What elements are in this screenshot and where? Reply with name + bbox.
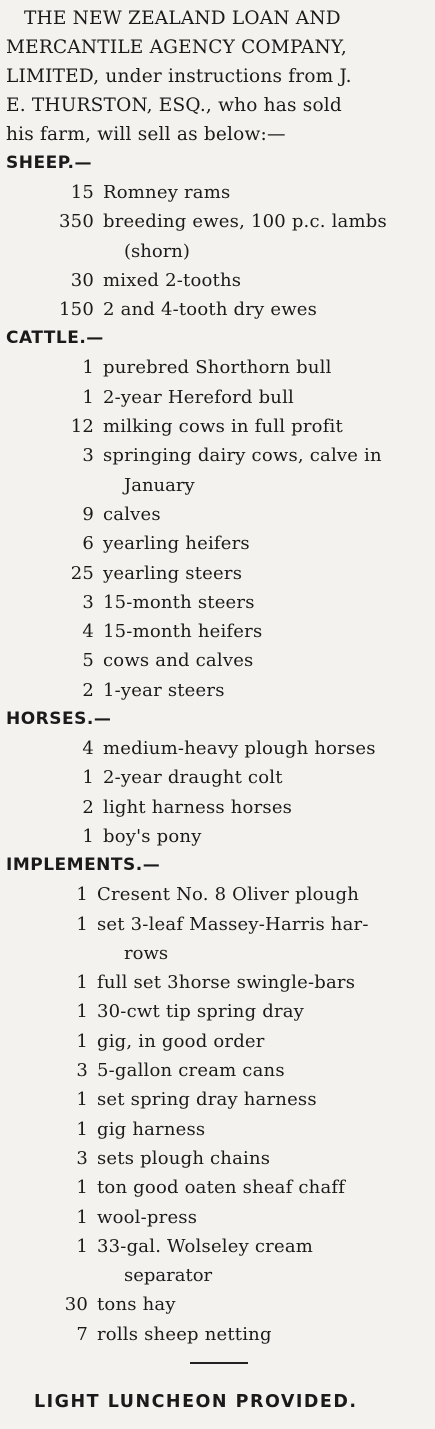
list-item bbox=[6, 1115, 429, 1144]
list-item bbox=[6, 763, 429, 792]
item-description: 33-gal. Wolseley cream bbox=[97, 1235, 314, 1257]
item-description: gig harness bbox=[97, 1118, 206, 1140]
item-continuation: rows bbox=[124, 942, 169, 964]
item-description: wool-press bbox=[97, 1206, 198, 1228]
list-item bbox=[6, 1085, 429, 1114]
item-description: yearling heifers bbox=[103, 533, 250, 555]
item-description: light harness horses bbox=[103, 796, 293, 818]
list-item bbox=[6, 968, 429, 997]
item-quantity: 1 bbox=[76, 1118, 88, 1140]
intro-line: LIMITED, under instructions from J. bbox=[6, 66, 352, 87]
item-quantity: 12 bbox=[70, 416, 94, 438]
item-quantity: 350 bbox=[59, 211, 94, 233]
item-description: ton good oaten sheaf chaff bbox=[97, 1177, 346, 1199]
item-quantity: 1 bbox=[82, 825, 94, 847]
item-continuation: (shorn) bbox=[124, 240, 190, 262]
list-item bbox=[6, 997, 429, 1026]
section-sheep bbox=[6, 149, 429, 324]
item-description: 2 and 4-tooth dry ewes bbox=[103, 299, 318, 321]
intro-paragraph bbox=[6, 4, 429, 149]
item-quantity: 1 bbox=[76, 913, 88, 935]
list-item bbox=[6, 441, 429, 470]
item-description: 2-year draught colt bbox=[103, 767, 283, 789]
list-item bbox=[6, 1232, 429, 1261]
list-item bbox=[6, 412, 429, 441]
section-cattle bbox=[6, 324, 429, 705]
item-description: milking cows in full profit bbox=[103, 416, 343, 438]
list-item bbox=[6, 646, 429, 675]
section-implements bbox=[6, 851, 429, 1349]
list-item bbox=[6, 559, 429, 588]
item-quantity: 1 bbox=[76, 1235, 88, 1257]
list-item bbox=[6, 880, 429, 909]
item-quantity: 2 bbox=[82, 679, 94, 701]
item-quantity: 3 bbox=[82, 445, 94, 467]
item-quantity: 1 bbox=[82, 357, 94, 379]
divider-rule bbox=[190, 1362, 248, 1364]
list-item bbox=[6, 1027, 429, 1056]
item-quantity: 150 bbox=[59, 299, 94, 321]
intro-line: MERCANTILE AGENCY COMPANY, bbox=[6, 37, 347, 58]
item-description: boy's pony bbox=[103, 825, 202, 847]
item-quantity: 3 bbox=[76, 1060, 88, 1082]
list-item bbox=[6, 295, 429, 324]
item-description: 2-year Hereford bull bbox=[103, 386, 294, 408]
item-quantity: 1 bbox=[82, 767, 94, 789]
item-quantity: 9 bbox=[82, 503, 94, 525]
list-item bbox=[6, 617, 429, 646]
item-description: calves bbox=[103, 503, 161, 525]
item-quantity: 15 bbox=[70, 182, 94, 203]
item-quantity: 7 bbox=[76, 1323, 88, 1345]
item-quantity: 1 bbox=[76, 1030, 88, 1052]
item-description: set spring dray harness bbox=[97, 1089, 317, 1111]
item-description: full set 3horse swingle-bars bbox=[97, 972, 356, 994]
intro-line: THE NEW ZEALAND LOAN AND bbox=[24, 8, 341, 29]
item-description: 30-cwt tip spring dray bbox=[97, 1001, 305, 1023]
list-item bbox=[6, 1056, 429, 1085]
item-quantity: 5 bbox=[82, 650, 94, 672]
section-heading: HORSES.— bbox=[6, 709, 112, 730]
intro-line: his farm, will sell as below:— bbox=[6, 124, 286, 145]
list-item bbox=[6, 734, 429, 763]
list-item bbox=[6, 1290, 429, 1319]
item-description: cows and calves bbox=[103, 650, 254, 672]
item-quantity: 1 bbox=[76, 884, 88, 906]
list-item bbox=[6, 500, 429, 529]
item-description: mixed 2-tooths bbox=[103, 269, 242, 291]
section-heading: IMPLEMENTS.— bbox=[6, 855, 161, 876]
list-item bbox=[6, 353, 429, 382]
item-description: set 3-leaf Massey-Harris har- bbox=[97, 913, 369, 935]
section-heading: CATTLE.— bbox=[6, 328, 104, 349]
item-quantity: 2 bbox=[82, 796, 94, 818]
list-item bbox=[6, 793, 429, 822]
item-description: tons hay bbox=[97, 1294, 176, 1316]
item-quantity: 1 bbox=[76, 1177, 88, 1199]
item-description: 1-year steers bbox=[103, 679, 225, 701]
item-quantity: 1 bbox=[76, 1001, 88, 1023]
item-description: yearling steers bbox=[103, 562, 243, 584]
item-quantity: 30 bbox=[70, 269, 94, 291]
list-item bbox=[6, 383, 429, 412]
list-item bbox=[6, 1144, 429, 1173]
list-item bbox=[6, 1173, 429, 1202]
item-quantity: 4 bbox=[82, 738, 94, 760]
list-item bbox=[6, 266, 429, 295]
item-quantity: 25 bbox=[70, 562, 94, 584]
item-description: breeding ewes, 100 p.c. lambs bbox=[103, 211, 387, 233]
list-item bbox=[6, 1320, 429, 1349]
item-quantity: 1 bbox=[76, 1089, 88, 1111]
list-item bbox=[6, 178, 429, 207]
item-description: sets plough chains bbox=[97, 1147, 271, 1169]
item-quantity: 1 bbox=[82, 386, 94, 408]
item-quantity: 3 bbox=[82, 591, 94, 613]
item-quantity: 6 bbox=[82, 533, 94, 555]
item-description: 15-month steers bbox=[103, 591, 255, 613]
item-continuation: January bbox=[124, 474, 195, 496]
list-item bbox=[6, 207, 429, 236]
item-description: medium-heavy plough horses bbox=[103, 738, 376, 760]
item-description: Romney rams bbox=[103, 182, 231, 203]
item-quantity: 4 bbox=[82, 621, 94, 643]
intro-line: E. THURSTON, ESQ., who has sold bbox=[6, 95, 342, 116]
list-item bbox=[6, 822, 429, 851]
item-quantity: 1 bbox=[76, 1206, 88, 1228]
item-description: gig, in good order bbox=[97, 1030, 265, 1052]
list-item bbox=[6, 910, 429, 939]
item-quantity: 1 bbox=[76, 972, 88, 994]
item-description: 5-gallon cream cans bbox=[97, 1060, 285, 1082]
footer-notice: LIGHT LUNCHEON PROVIDED. bbox=[34, 1391, 358, 1412]
item-description: springing dairy cows, calve in bbox=[103, 445, 382, 467]
item-quantity: 3 bbox=[76, 1147, 88, 1169]
item-description: 15-month heifers bbox=[103, 621, 263, 643]
item-continuation: separator bbox=[124, 1265, 213, 1287]
list-item bbox=[6, 676, 429, 705]
list-item bbox=[6, 588, 429, 617]
section-horses bbox=[6, 705, 429, 851]
list-item bbox=[6, 529, 429, 558]
list-item bbox=[6, 1203, 429, 1232]
item-description: purebred Shorthorn bull bbox=[103, 357, 332, 379]
item-quantity: 30 bbox=[64, 1294, 88, 1316]
item-description: Cresent No. 8 Oliver plough bbox=[97, 884, 359, 906]
section-heading: SHEEP.— bbox=[6, 153, 92, 173]
item-description: rolls sheep netting bbox=[97, 1323, 272, 1345]
